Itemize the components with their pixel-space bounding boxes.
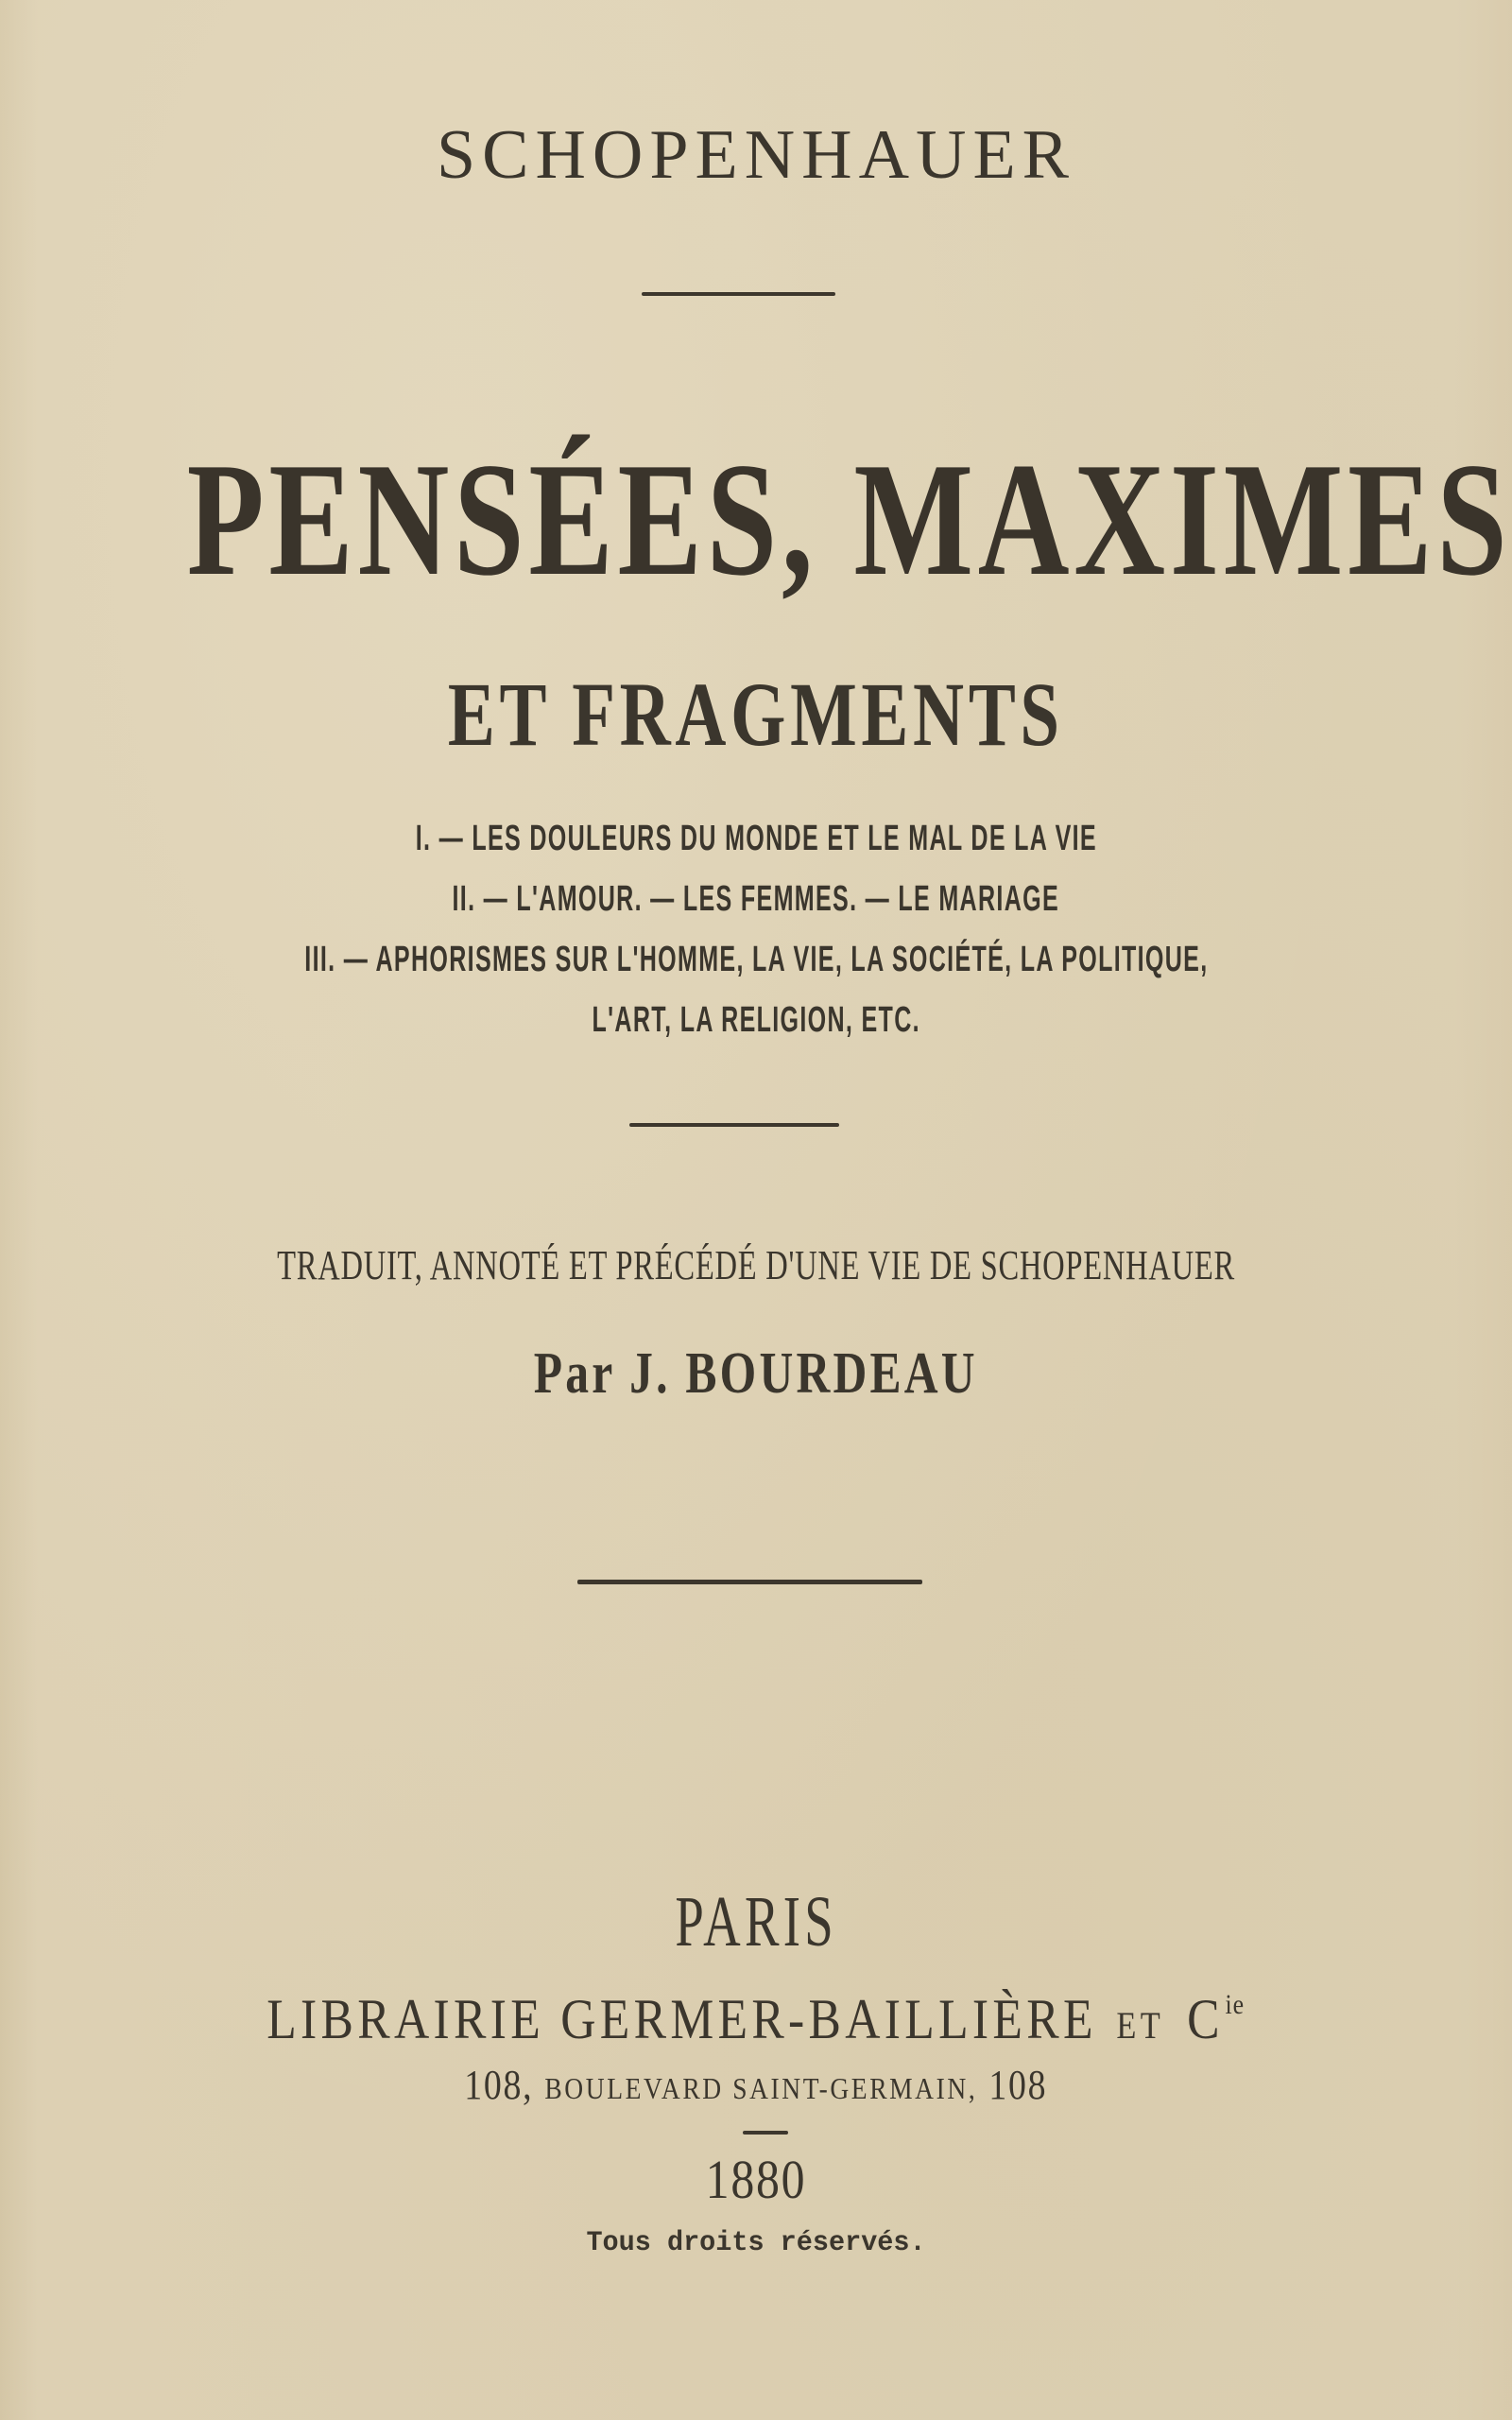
- translation-note-text: TRADUIT, ANNOTÉ ET PRÉCÉDÉ D'UNE VIE DE SCHOPENHAUER: [277, 1242, 1235, 1288]
- rights-text: Tous droits réservés.: [586, 2227, 926, 2259]
- publisher-et: ET: [1116, 2004, 1165, 2047]
- city-text: PARIS: [675, 1882, 837, 1962]
- imprint-publisher: [0, 1987, 1512, 2052]
- book-title-main: [0, 427, 1512, 614]
- contents-line-1: [0, 819, 1512, 859]
- rights-notice: [0, 2227, 1512, 2259]
- contents-text: L'ART, LA RELIGION, ETC.: [592, 1000, 920, 1040]
- contents-text: II. — L'AMOUR. — LES FEMMES. — LE MARIAGE: [452, 879, 1060, 919]
- translator-byline: [0, 1340, 1512, 1408]
- author-name: [0, 115, 1512, 196]
- address-street: BOULEVARD SAINT-GERMAIN,: [544, 2071, 978, 2105]
- address-number-left: 108,: [464, 2062, 534, 2108]
- publisher-text: [267, 1987, 1246, 2052]
- divider-rule-3: [577, 1580, 922, 1584]
- publisher-ie-superscript: ie: [1225, 1989, 1246, 2020]
- year-text: 1880: [705, 2149, 807, 2210]
- publisher-c: C: [1187, 1988, 1225, 2050]
- divider-rule-1: [642, 292, 835, 296]
- address-number-right: 108: [988, 2062, 1048, 2108]
- title-sub-text: ET FRAGMENTS: [448, 664, 1064, 765]
- imprint-address: [0, 2061, 1512, 2109]
- title-main-text: PENSÉES, MAXIMES: [186, 430, 1512, 610]
- contents-line-2: [0, 879, 1512, 920]
- book-title-sub: [0, 662, 1512, 767]
- divider-rule-year: [743, 2131, 788, 2135]
- author-text: SCHOPENHAUER: [436, 116, 1076, 194]
- contents-line-3: [0, 940, 1512, 980]
- byline-text: Par J. BOURDEAU: [533, 1341, 979, 1406]
- contents-line-4: [0, 1000, 1512, 1041]
- divider-rule-2: [629, 1123, 839, 1127]
- imprint-city: [0, 1881, 1512, 1963]
- publisher-name: LIBRAIRIE GERMER-BAILLIÈRE: [266, 1988, 1098, 2050]
- address-text: [464, 2061, 1047, 2109]
- translation-note: [0, 1241, 1512, 1289]
- contents-text: III. — APHORISMES SUR L'HOMME, LA VIE, LA SOCIÉTÉ, LA POLITIQUE,: [303, 940, 1209, 979]
- publication-year: [0, 2148, 1512, 2211]
- contents-text: I. — LES DOULEURS DU MONDE ET LE MAL DE LA VIE: [415, 819, 1097, 858]
